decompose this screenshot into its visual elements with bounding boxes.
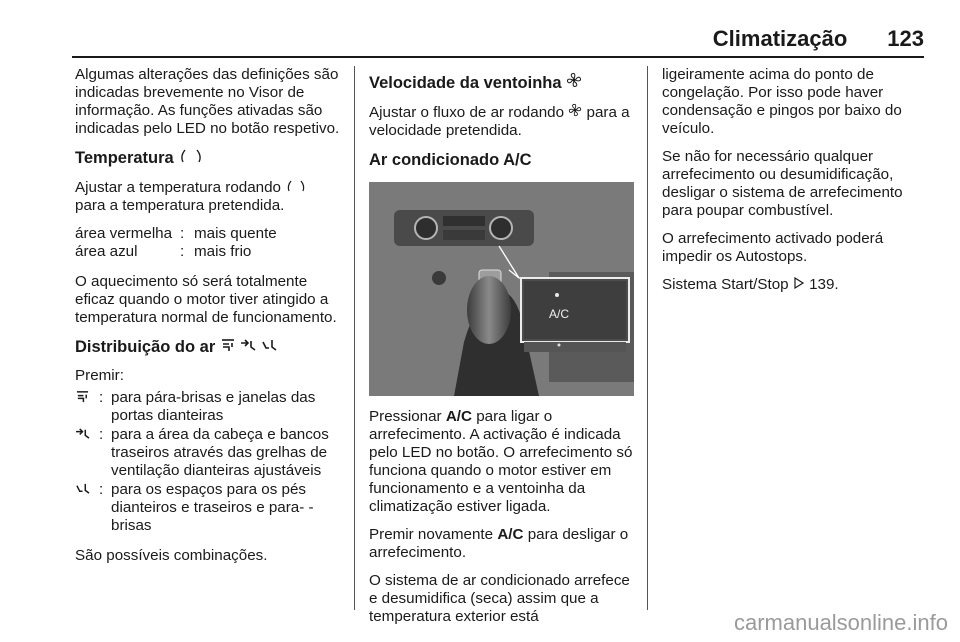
ac-heading: Ar condicionado A/C xyxy=(369,151,532,169)
foot-airflow-icon xyxy=(261,338,277,356)
air-distribution-heading: Distribuição do ar xyxy=(75,337,340,357)
temperature-dial-icon xyxy=(178,150,204,167)
start-stop-reference[interactable]: Sistema Start/Stop 139. xyxy=(662,276,839,293)
section-title: Climatização xyxy=(712,26,848,51)
list-item: : para pára-brisas e janelas das portas dianteiras xyxy=(75,389,340,425)
heating-note: O aquecimento só será totalmente eficaz quando o motor tiver atingido a temperatura normal de funcionamento. xyxy=(75,273,337,326)
table-row: área vermelha : mais quente xyxy=(75,225,277,242)
fan-speed-heading: Velocidade da ventoinha xyxy=(369,72,634,93)
page-header xyxy=(713,26,924,52)
fan-icon xyxy=(568,104,582,121)
column-2 xyxy=(369,66,634,636)
list-item: : para a área da cabeça e bancos traseiros através das grelhas de ventilação dianteiras ajustáveis xyxy=(75,426,340,480)
head-airflow-icon xyxy=(75,426,99,480)
temperature-heading: Temperatura xyxy=(75,148,340,169)
foot-airflow-icon xyxy=(75,481,99,535)
ac-press-again-paragraph: Premir novamente A/C para desligar o arrefecimento. xyxy=(369,526,629,561)
ac-press-paragraph: Pressionar A/C para ligar o arrefecimento. A activação é indicada pelo LED no botão. O arrefecimento só funciona quando o motor estiver em funcionamento e a ventoinha da climatização estiver ligada. xyxy=(369,408,633,515)
autostop-paragraph: O arrefecimento activado poderá impedir os Autostops. xyxy=(662,230,884,265)
windshield-airflow-icon xyxy=(75,389,99,425)
table-row: área azul : mais frio xyxy=(75,243,252,260)
column-1 xyxy=(75,66,340,575)
column-3 xyxy=(662,66,924,304)
temperature-table xyxy=(75,225,277,261)
ac-console-photo xyxy=(369,182,634,396)
fan-speed-instruction: Ajustar o fluxo de ar rodando para a velocidade pretendida. xyxy=(369,104,630,139)
temperature-dial-icon xyxy=(285,179,307,196)
air-distribution-list xyxy=(75,389,340,535)
head-airflow-icon xyxy=(240,338,261,356)
console-illustration xyxy=(369,182,634,396)
figure-ac-label: A/C xyxy=(548,307,570,321)
column-divider-2 xyxy=(647,66,648,610)
temperature-instruction: Ajustar a temperatura rodando para a temperatura pretendida. xyxy=(75,179,340,215)
column-divider-1 xyxy=(354,66,355,610)
list-item: : para os espaços para os pés dianteiros e traseiros e para- -brisas xyxy=(75,481,340,535)
press-label: Premir: xyxy=(75,367,124,384)
page-reference-arrow-icon xyxy=(793,276,805,293)
page-number: 123 xyxy=(887,26,924,51)
watermark: carmanualsonline.info xyxy=(733,610,948,635)
save-fuel-paragraph: Se não for necessário qualquer arrefecimento ou desumidificação, desligar o sistema de arrefecimento para poupar combustível. xyxy=(662,148,903,219)
ac-system-paragraph: O sistema de ar condicionado arrefece e desumidifica (seca) assim que a temperatura exterior está xyxy=(369,572,630,625)
combinations-note: São possíveis combinações. xyxy=(75,547,268,564)
intro-paragraph: Algumas alterações das definições são indicadas brevemente no Visor de informação. As funções ativadas são indicadas pelo LED no botão respetivo. xyxy=(75,66,340,137)
windshield-airflow-icon xyxy=(220,338,241,356)
header-rule xyxy=(72,56,924,58)
condensation-paragraph: ligeiramente acima do ponto de congelação. Por isso pode haver condensação e pingos por baixo do veículo. xyxy=(662,66,902,137)
fan-icon xyxy=(566,74,582,92)
